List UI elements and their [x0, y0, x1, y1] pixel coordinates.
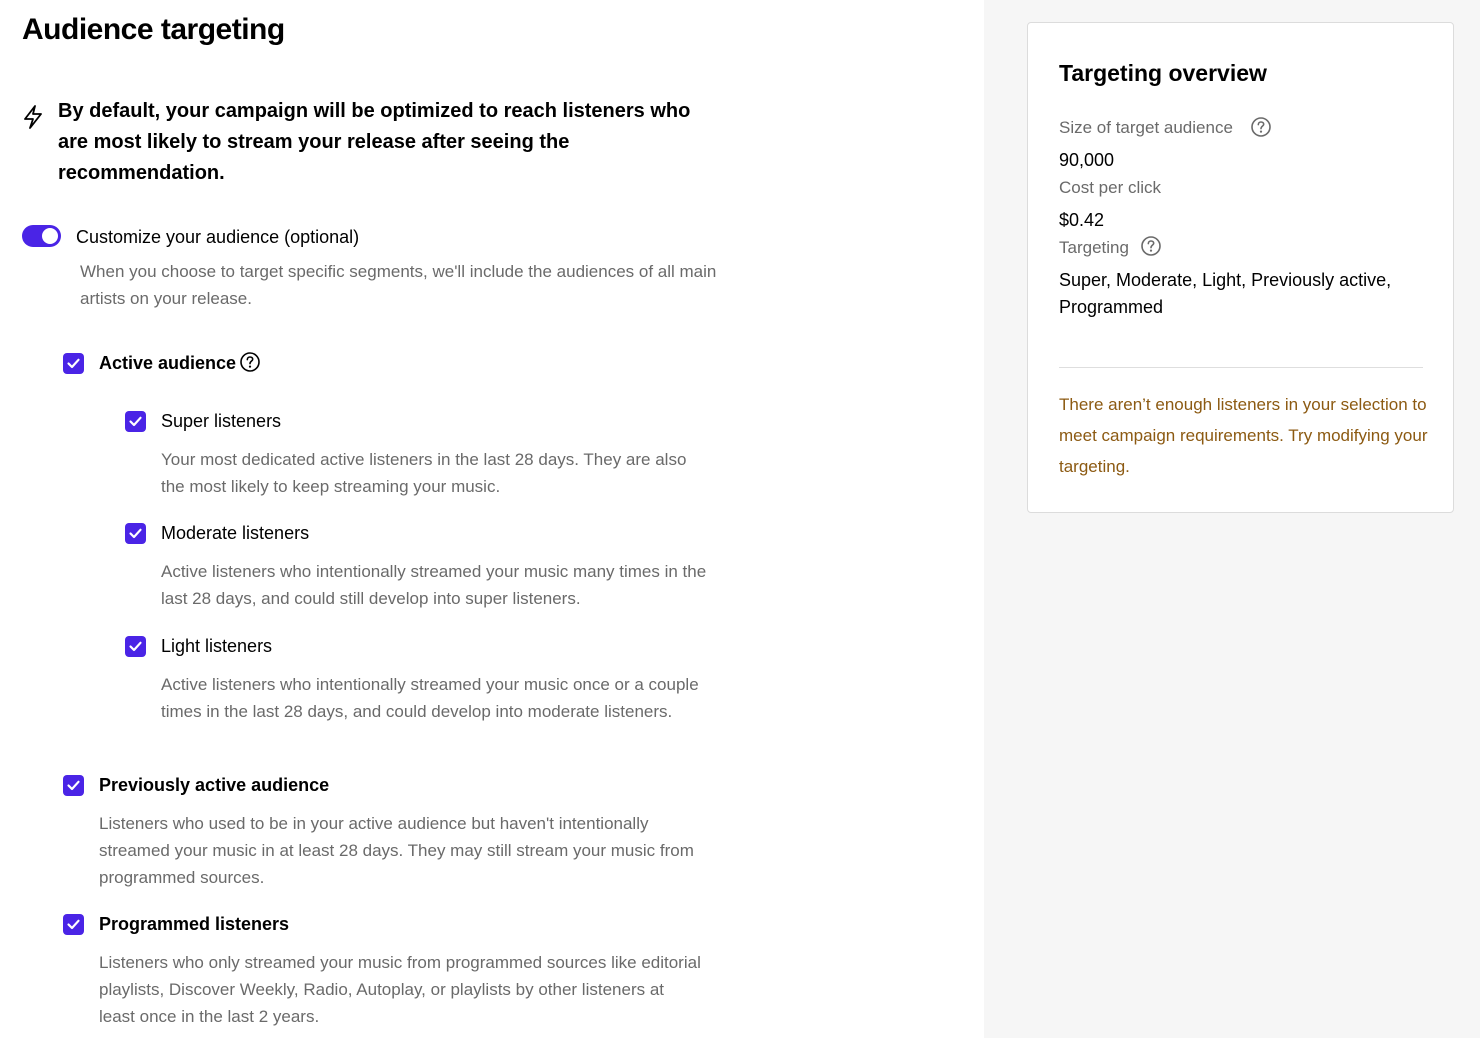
targeting-overview-title: Targeting overview	[1059, 60, 1267, 86]
moderate-listeners-description: Active listeners who intentionally streamed your music many times in the last 28 days, and could still develop into super listeners.	[161, 562, 707, 608]
super-listeners-description: Your most dedicated active listeners in the last 28 days. They are also the most likely to keep streaming your music.	[161, 450, 687, 496]
active-audience-help-icon[interactable]	[240, 352, 260, 372]
programmed-listeners-description: Listeners who only streamed your music from programmed sources like editorial playlists, Discover Weekly, Radio, Autoplay, or playlists by other listeners at least once in the last 2 years.	[99, 953, 701, 1026]
moderate-listeners-label: Moderate listeners	[161, 523, 310, 543]
previously-active-label: Previously active audience	[99, 775, 330, 795]
customize-audience-label: Customize your audience (optional)	[76, 227, 360, 247]
checkmark-icon	[66, 778, 81, 793]
light-listeners-description: Active listeners who intentionally streamed your music once or a couple times in the last 28 days, and could develop into moderate listeners.	[161, 675, 699, 721]
targeting-help-icon[interactable]	[1141, 236, 1161, 256]
super-listeners-checkbox[interactable]	[125, 411, 146, 432]
insufficient-audience-warning: There aren’t enough listeners in your selection to meet campaign requirements. Try modifying your targeting.	[1059, 395, 1428, 476]
card-divider	[1059, 367, 1423, 368]
audience-size-help-icon[interactable]	[1251, 117, 1271, 137]
super-listeners-label: Super listeners	[161, 411, 282, 431]
previously-active-checkbox[interactable]	[63, 775, 84, 796]
lightning-bolt-icon	[22, 104, 44, 130]
page-title: Audience targeting	[22, 13, 285, 46]
previously-active-description: Listeners who used to be in your active audience but haven't intentionally streamed your music in at least 28 days. They may still stream your music from programmed sources.	[99, 814, 694, 887]
targeting-overview-card	[1027, 22, 1454, 513]
cost-per-click-value: $0.42	[1059, 210, 1105, 230]
targeting-value: Super, Moderate, Light, Previously active, Programmed	[1059, 270, 1392, 317]
audience-size-label: Size of target audience	[1059, 118, 1233, 137]
customize-audience-toggle[interactable]	[22, 225, 61, 247]
programmed-listeners-label: Programmed listeners	[99, 914, 290, 934]
callout-text: By default, your campaign will be optimized to reach listeners who are most likely to stream your release after seeing the recommendation.	[58, 100, 691, 184]
customize-audience-row	[22, 224, 722, 250]
light-listeners-label: Light listeners	[161, 636, 273, 656]
checkmark-icon	[66, 356, 81, 371]
light-listeners-checkbox[interactable]	[125, 636, 146, 657]
active-audience-checkbox[interactable]	[63, 353, 84, 374]
cost-per-click-label: Cost per click	[1059, 178, 1162, 197]
active-audience-label: Active audience	[99, 353, 237, 373]
audience-size-value: 90,000	[1059, 150, 1115, 170]
checkmark-icon	[128, 414, 143, 429]
checkmark-icon	[66, 917, 81, 932]
checkmark-icon	[128, 526, 143, 541]
checkmark-icon	[128, 639, 143, 654]
moderate-listeners-checkbox[interactable]	[125, 523, 146, 544]
programmed-listeners-checkbox[interactable]	[63, 914, 84, 935]
targeting-label: Targeting	[1059, 238, 1129, 257]
customize-audience-description: When you choose to target specific segments, we'll include the audiences of all main artists on your release.	[80, 262, 717, 308]
toggle-knob	[42, 228, 58, 244]
